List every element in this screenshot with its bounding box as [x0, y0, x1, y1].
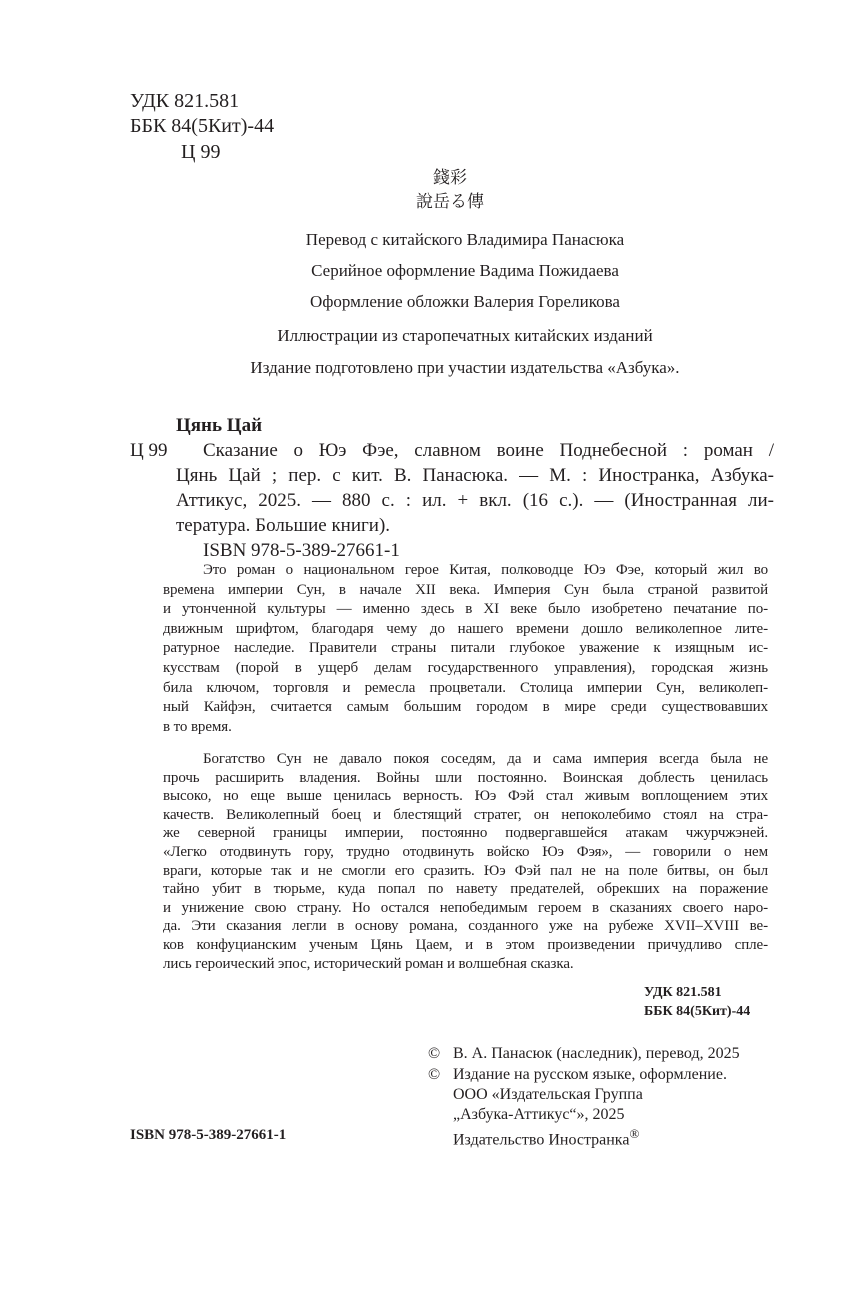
- copyright-line: [453, 1126, 639, 1149]
- annotation-line: лись героический эпос, исторический роман и волшебная сказка.: [163, 955, 574, 972]
- annotation-line: кусствам (порой в ущерб делам государственного управления), городская жизнь: [163, 660, 768, 676]
- copyright-sign: ©: [428, 1066, 441, 1083]
- annotation-line: движным шрифтом, благодаря чему до нашего времени дошло великолепное лите-: [163, 620, 768, 637]
- bib-isbn: ISBN 978-5-389-27661-1: [203, 540, 400, 561]
- annotation-line: да. Эти сказания легли в основу романа, созданного уже на рубеже XVII–XVIII ве-: [163, 918, 768, 935]
- bib-line: Сказание о Юэ Фэе, славном воине Поднебесной : роман /: [203, 440, 774, 461]
- author-mark: Ц 99: [181, 141, 221, 163]
- annotation-line: качеств. Великолепный боец и блестящий стратег, он непоколебимо стоял на стра-: [163, 806, 768, 823]
- udk-bottom: УДК 821.581: [644, 985, 722, 1000]
- bib-line: тература. Большие книги).: [176, 515, 391, 536]
- annotation-line: ратурное наследие. Правители страны питали глубокое уважение к изящным ис-: [163, 640, 768, 657]
- isbn-bottom: ISBN 978-5-389-27661-1: [130, 1127, 287, 1143]
- annotation-line: Это роман о национальном герое Китая, полководце Юэ Фэе, который жил во: [203, 562, 768, 578]
- bbk-code: ББК 84(5Кит)-44: [130, 115, 275, 137]
- chinese-title: 說岳る傳: [416, 192, 484, 211]
- bib-line: Аттикус, 2025. — 880 с. : ил. + вкл. (16 с.). — (Иностранная ли-: [176, 490, 774, 511]
- credit-illustrations: Иллюстрации из старопечатных китайских изданий: [277, 326, 653, 345]
- publisher-name: Издательство Иностранка: [453, 1131, 630, 1149]
- annotation-line: била ключом, торговля и ремесла процветали. Столица империи Сун, великолеп-: [163, 679, 768, 696]
- bbk-bottom: ББК 84(5Кит)-44: [644, 1004, 751, 1019]
- credit-series-design: Серийное оформление Вадима Пожидаева: [311, 261, 619, 280]
- credit-cover-design: Оформление обложки Валерия Гореликова: [310, 292, 620, 311]
- annotation-line: высоко, но еще выше ценилась верность. Юэ Фэй стал живым воплощением этих: [163, 788, 768, 805]
- registered-mark: ®: [629, 1126, 640, 1141]
- annotation-line: ный Кайфэн, считается самым большим городом в мире среди существовавших: [163, 699, 768, 716]
- annotation-line: и утонченной культуры — именно здесь в XI веке было изобретено печатание по-: [163, 601, 768, 618]
- chinese-author: 錢彩: [433, 168, 467, 187]
- annotation-line: ков конфуцианским ученым Цянь Цаем, и в этом произведении причудливо спле-: [163, 937, 768, 953]
- annotation-line: враги, которые так и не смогли его сразить. Юэ Фэй пал не на поле битвы, он был: [163, 862, 768, 879]
- credit-publisher: Издание подготовлено при участии издательства «Азбука».: [250, 358, 680, 377]
- copyright-line: „Азбука-Аттикус“», 2025: [453, 1106, 625, 1123]
- bib-mark: Ц 99: [130, 440, 168, 461]
- annotation-line: Богатство Сун не давало покоя соседям, да и сама империя всегда была не: [203, 751, 768, 767]
- annotation-line: прочь расширить владения. Войны шли постоянно. Воинская доблесть ценилась: [163, 769, 768, 786]
- copyright-line: Издание на русском языке, оформление.: [453, 1066, 727, 1083]
- bib-line: Цянь Цай ; пер. с кит. В. Панасюка. — М. : Иностранка, Азбука-: [176, 465, 774, 486]
- annotation-line: тайно убит в тюрьме, куда попал по навету предателей, обрекших на поражение: [163, 881, 768, 898]
- copyright-line: ООО «Издательская Группа: [453, 1086, 643, 1103]
- copyright-line: В. А. Панасюк (наследник), перевод, 2025: [453, 1045, 740, 1062]
- udk-code: УДК 821.581: [130, 90, 240, 112]
- annotation-line: и унижение свою страну. Но остался непобедимым героем в сказаниях своего наро-: [163, 899, 768, 916]
- annotation-line: в то время.: [163, 718, 232, 735]
- bib-author: Цянь Цай: [176, 415, 263, 436]
- annotation-line: же северной границы империи, постоянно подвергавшейся атакам чжурчжэней.: [163, 825, 768, 842]
- credit-translation: Перевод с китайского Владимира Панасюка: [305, 230, 625, 249]
- annotation-line: «Легко отодвинуть гору, трудно отодвинуть войско Юэ Фэя», — говорили о нем: [163, 844, 768, 860]
- annotation-line: времена империи Сун, в начале XII века. Империя Сун была страной развитой: [163, 581, 768, 598]
- copyright-sign: ©: [428, 1045, 441, 1062]
